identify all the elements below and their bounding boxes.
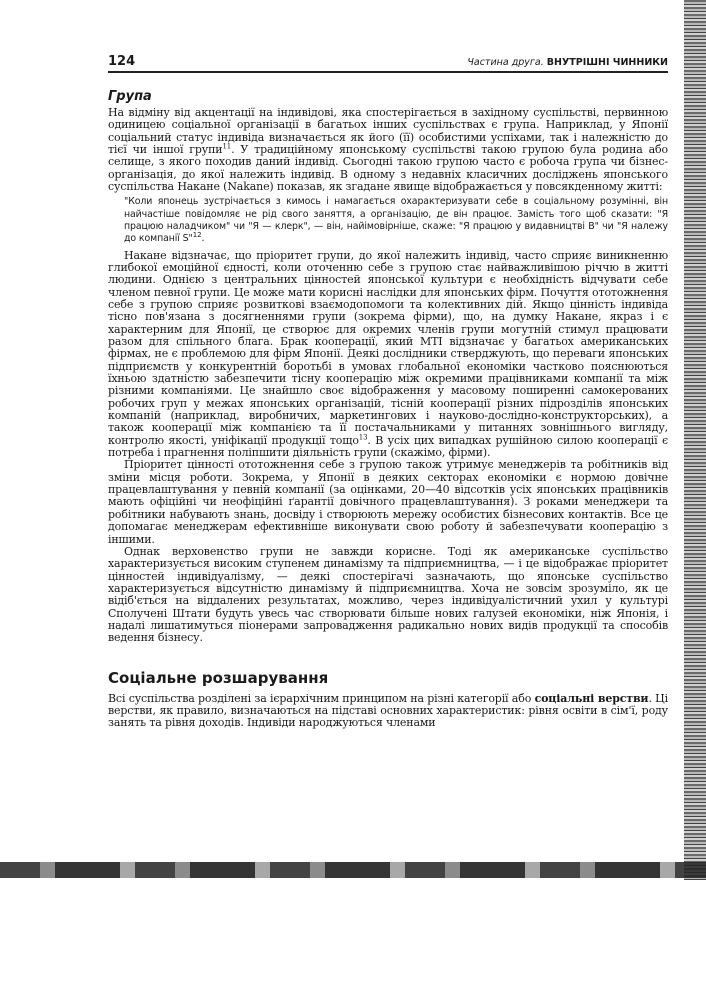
section-title-stratification: Соціальне розшарування bbox=[108, 668, 329, 687]
footnote-ref-11: 11 bbox=[222, 142, 232, 151]
block-quote-nakane: "Коли японець зустрічається з кимось і намагається охарактеризувати себе в соціальному розумінні, він найчастіше повідомляє не рід свого заняття, а організацію, де він працює. Замість того щоб сказати: "Я працюю наладчиком" чи "Я — клерк", — він, найімовірніше, скаже: "Я працюю у видавництві B" чи "Я належу до компанії S"$^{12}$. bbox=[124, 196, 668, 245]
running-head bbox=[467, 57, 668, 68]
running-head-part: Частина друга. bbox=[467, 57, 544, 68]
subsection-title-group: Група bbox=[108, 89, 152, 104]
scan-binding-edge bbox=[684, 0, 706, 880]
term-social-strata: соціальні верстви bbox=[534, 691, 649, 705]
paragraph-group-downside: Однак верховенство групи не завжди корисне. Тоді як американське суспільство характеризується високим ступенем динамізму та підприємництва, — і це відображає пріоритет цінностей індивідуалізму, — деякі спостерігачі зазначають, що японське суспільство характеризується відсутністю динамізму й підприємництва. Хоча не зовсім зрозуміло, як це відіб'ється на віддалених результатах, можливо, через індивідуалістичний ухил у культурі Сполучені Штати будуть увесь час створювати більше нових галузей економіки, ніж Японія, і надалі лишатимуться піонерами запровадження радикально нових видів продукції та способів ведення бізнесу. bbox=[108, 544, 668, 645]
footnote-ref-12: 12 bbox=[192, 231, 202, 240]
page-number: 124 bbox=[108, 54, 136, 69]
scan-bottom-edge bbox=[0, 862, 706, 878]
running-head-chapter: ВНУТРІШНІ ЧИННИКИ bbox=[546, 57, 668, 68]
paragraph-group-intro: На відміну від акцентації на індивідові, яка спостерігається в західному суспільстві, первинною одиницею соціальної організації в багатьох інших суспільствах є група. Наприклад, у Японії соціальний статус індивіда визначається як його (її) особистими успіхами, так і належністю до тієї чи іншої групи$^{11}$. У традиційному японському суспільстві такою групою була родина або селище, з якого походив даний індивід. Сьогодні такою групою часто є робоча група чи бізнес-організація, до якої належить індивід. В одному з недавніх класичних досліджень японського суспільства Накане (Nakane) показав, як згадане явище відображається у повсякденному житті: bbox=[108, 106, 668, 194]
book-page bbox=[108, 54, 668, 730]
paragraph-group-cohesion: Накане відзначає, що пріоритет групи, до якої належить індивід, часто сприяє виникненню глибокої емоційної єдності, коли оточенню себе з групою стає найважливішою річчю в житті людини. Однією з центральних цінностей японської культури є необхідність відчувати себе членом певної групи. Це може мати корисні наслідки для японських фірм. Почуття ототожнення себе з групою сприяє розвиткові взаємодопомоги та колективних дій. Якщо цінність індивіда тісно пов'язана з досягненнями групи (зокрема фірми), що, на думку Накане, якраз і є характерним для Японії, це створює для окремих членів групи могутній стимул працювати разом для спільного блага. Брак кооперації, який MTI відзначає у багатьох американських фірмах, не є проблемою для фірм Японії. Деякі дослідники стверджують, що переваги японських підприємств у конкурентній боротьбі в умовах глобальної економіки частково пояснюються їхньою здатністю забезпечити тісну кооперацію між окремими працівниками компанії та між різними компаніями. Це знайшло своє відображення у масовому поширенні самокерованих робочих груп у межах японських організацій, тісній кооперації різних підрозділів японських компаній (наприклад, виробничих, маркетингових і науково-дослідно-конструкторських), а також кооперації між компанією та її постачальниками у питаннях зовнішнього вигляду, контролю якості, уніфікації продукції тощо$^{13}$. В усіх цих випадках рушійною силою кооперації є потреба і прагнення поліпшити діяльність групи (скажімо, фірми). bbox=[108, 248, 668, 460]
footnote-ref-13: 13 bbox=[358, 433, 368, 442]
running-header bbox=[108, 54, 668, 73]
paragraph-stratification-intro: Всі суспільства розділені за ієрархічним принципом на різні категорії або соціальні верстви. Ці верстви, як правило, визначаються на підставі основних характеристик: рівня освіти в сім'ї, роду занять та рівня доходів. Індивіди народжуються членами bbox=[108, 691, 668, 730]
paragraph-group-employment: Пріоритет цінності ототожнення себе з групою також утримує менеджерів та робітників від зміни місця роботи. Зокрема, у Японії в деяких секторах економіки є нормою довічне працевлаштування у певній компанії (за оцінками, 20—40 відсотків усіх японських працівників мають офіційні чи неофіційні ґарантії довічного працевлаштування). З роками менеджери та робітники набувають знань, досвіду і створюють мережу особистих бізнесових контактів. Все це допомагає менеджерам ефективніше виконувати свою роботу й забезпечувати кооперацію з іншими. bbox=[108, 458, 668, 546]
